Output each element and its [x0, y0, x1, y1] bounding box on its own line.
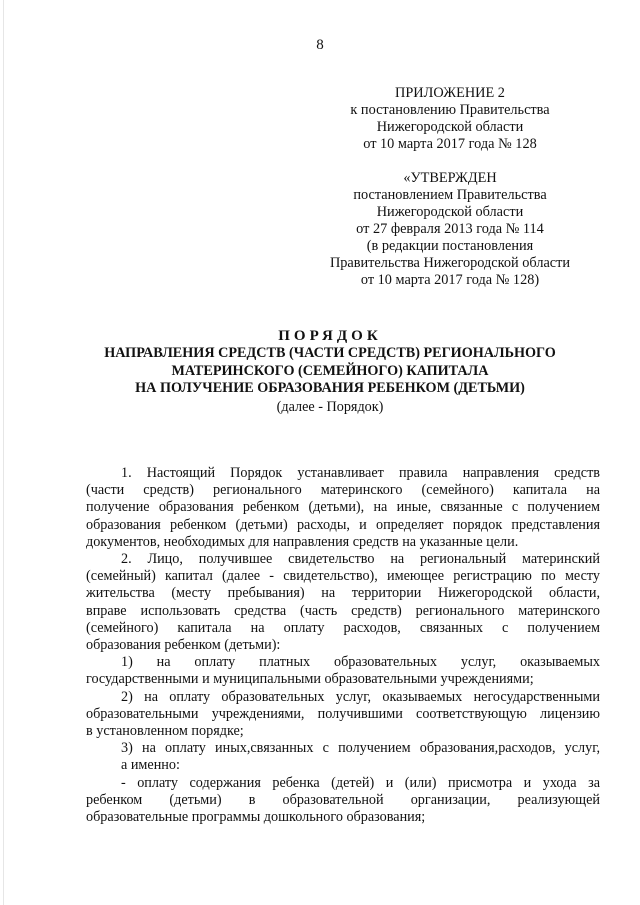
approved-block — [320, 170, 580, 289]
body-line: образовательные программы дошкольного образования; — [86, 809, 426, 826]
body-line: а именно: — [121, 757, 180, 774]
title-line: НАПРАВЛЕНИЯ СРЕДСТВ (ЧАСТИ СРЕДСТВ) РЕГИОНАЛЬНОГО — [104, 345, 556, 361]
appendix-line: Нижегородской области — [376, 119, 524, 135]
body-line: (семейный) капитал (далее - свидетельство), имеющее регистрацию по месту — [86, 568, 600, 585]
document-body — [86, 465, 600, 826]
approved-line: Правительства Нижегородской области — [329, 255, 571, 271]
body-line: (семейного) капитала на оплату расходов, связанных с получением — [86, 619, 600, 636]
body-line: 3) на оплату иных,связанных с получением образования,расходов, услуг, — [121, 740, 600, 757]
title-note: (далее - Порядок) — [276, 398, 384, 415]
title-line: МАТЕРИНСКОГО (СЕМЕЙНОГО) КАПИТАЛА — [171, 362, 489, 379]
approved-line: от 27 февраля 2013 года № 114 — [356, 221, 544, 237]
body-line: (части средств) регионального материнского (семейного) капитала на — [86, 482, 600, 499]
body-line: 1) на оплату платных образовательных услуг, оказываемых — [121, 654, 600, 671]
approved-line: от 10 марта 2017 года № 128) — [360, 272, 540, 288]
appendix-line: от 10 марта 2017 года № 128 — [363, 136, 537, 152]
body-line: 2. Лицо, получившее свидетельство на региональный материнский — [121, 551, 600, 568]
appendix-block — [320, 85, 580, 153]
scan-edge-line — [3, 0, 4, 905]
approved-line: Нижегородской области — [376, 204, 524, 220]
body-line: вправе использовать средства (часть средств) регионального материнского — [86, 602, 600, 619]
body-line: 2) на оплату образовательных услуг, оказываемых негосударственными — [121, 688, 600, 705]
appendix-line: ПРИЛОЖЕНИЕ 2 — [395, 85, 505, 101]
body-line: документов, необходимых для направления средств на указанные цели. — [86, 533, 519, 550]
body-line: образовательными учреждениями, получившими соответствующую лицензию — [86, 705, 600, 722]
appendix-line: к постановлению Правительства — [350, 102, 550, 118]
body-line: - оплату содержания ребенка (детей) и (или) присмотра и ухода за — [121, 774, 600, 791]
body-line: 1. Настоящий Порядок устанавливает правила направления средств — [121, 465, 600, 481]
page-number: 8 — [316, 37, 324, 53]
body-line: жительства (месту пребывания) на территории Нижегородской области, — [86, 585, 600, 602]
title-heading: ПОРЯДОК — [278, 328, 382, 344]
title-line: НА ПОЛУЧЕНИЕ ОБРАЗОВАНИЯ РЕБЕНКОМ (ДЕТЬМИ) — [135, 380, 525, 396]
body-line: в установленном порядке; — [86, 723, 244, 740]
body-line: образования ребенком (детьми) расходы, и определяет порядок представления — [86, 516, 600, 533]
document-title — [60, 327, 600, 416]
approved-line: (в редакции постановления — [366, 238, 534, 254]
body-line: государственными и муниципальными образовательными учреждениями; — [86, 671, 534, 688]
approved-line: «УТВЕРЖДЕН — [403, 170, 497, 186]
approved-line: постановлением Правительства — [353, 187, 547, 203]
body-line: ребенком (детьми) в образовательной организации, реализующей — [86, 791, 600, 808]
body-line: образования ребенком (детьми): — [86, 637, 281, 654]
body-line: получение образования ребенком (детьми), на иные, связанные с получением — [86, 499, 600, 516]
